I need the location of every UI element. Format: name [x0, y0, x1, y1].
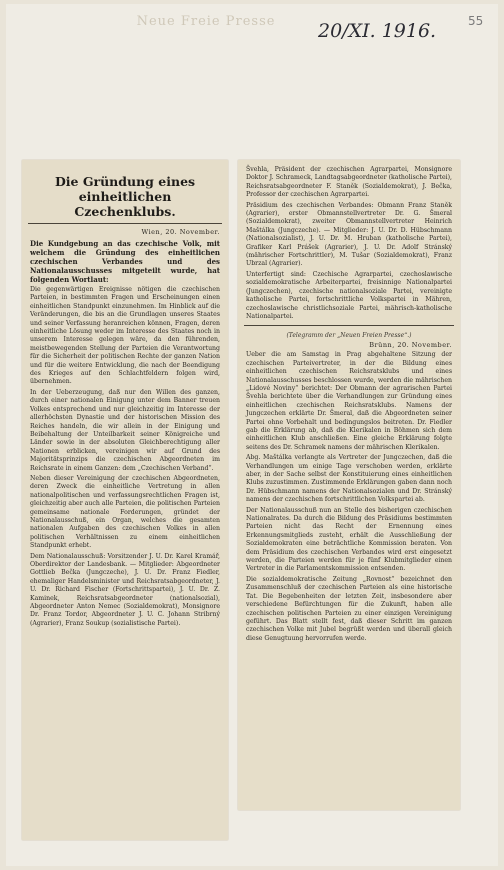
article-paragraph: Die gegenwärtigen Ereignisse nötigen die czechischen Parteien, in bestimmten Fragen und Erscheinungen einen einheitlichen Standpunkt einzunehmen. Im Hinblick auf die Veränderungen, die bis an die Grundlagen unseres Staates und seiner Verfassung heranreichen können, Fragen, deren einheitliche Lösung weder im Interesse des Staates noch in unserem Interesse gelegen wäre, da den führenden, meistbewegenden Stellung der Parteien die Verantwortung für die Sicherheit der politischen Rechte der ganzen Nation und für die weitere Entwicklung, die nach der Beendigung des Krieges auf den Schlachtfeldern folgen wird, übernehmen. [30, 286, 220, 386]
section-rule [244, 325, 454, 326]
handwritten-date: 20/XI. 1916. [318, 20, 437, 42]
article-paragraph: Dem Nationalausschuß: Vorsitzender J. U. Dr. Karel Kramář, Oberdirektor der Landesbank. — Mitglieder: Abgeordneter Gottlieb Bečka (Jungczeche), J. U. Dr. Franz Fiedler, ehemaliger Handelsminister und Reichsratsabgeordneter, J. U. Dr. Richard Fischer (Fortschrittspartei), J. U. Dr. Z. Kaminek, Reichsratsabgeordneter (nationalsozial), Abgeordneter Anton Nemec (Sozialdemokrat), Monsignore Dr. Franz Tordor, Abgeordneter J. U. C. Johann Stribrný (Agrarier), Franz Soukup (sozialistische Partei). [30, 552, 220, 627]
article-paragraph: Abg. Maštálka verlangte als Vertreter der Jungczechen, daß die Verhandlungen um einige Tage verschoben werden, erklärte aber, in der Sache selbst der Konstituierung eines einheitlichen Klubs zuzustimmen. Zustimmende Erklärungen gaben dann noch Dr. Hübschmann namens der Nationalsozialen und Dr. Stránský namens der czechischen fortschrittlichen Volkspartei ab. [246, 454, 452, 504]
article-paragraph: Präsidium des czechischen Verbandes: Obmann Franz Staněk (Agrarier), erster Obmannstellvertreter Dr. G. Šmeral (Sozialdemokrat), zweiter Obmannstellvertreter Heinrich Maštálka (Jungczeche). — Mitglieder: J. U. Dr. D. Hübschmann (Nationalsozialist), J. U. Dr. M. Hruban (katholische Partei), Grafiker Karl Prášek (Agrarier), J. U. Dr. Adolf Stránský (mährischer Fortschrittler), M. Tušar (Sozialdemokrat), Franz Ubrzal (Agrarier). [246, 201, 452, 268]
article-paragraph: Unterfertigt sind: Czechische Agrarpartei, czechoslawische sozialdemokratische Arbeiterpartei, freisinnige Nationalpartei (Jungczechen), czechische nationalsoziale Partei, vereinigte katholische Partei, fortschrittliche Volkspartei in Mähren, czechoslawische christlichsoziale Partei, mährisch-katholische Nationalpartei. [246, 270, 452, 320]
article-paragraph: Der Nationalausschuß nun an Stelle des bisherigen czechischen Nationalrates. Da durch die Bildung des Präsidiums bestimmten Parteien nicht das Recht der Ernennung eines Erkennungsmitglieds zusteht, erhält die Ausschließung der Sozialdemokraten eine beträchtliche Kommission beraten. Von dem Präsidium des czechischen Verbandes wird erst eingesetzt werden, die Parteien werden für je fünf Klubmitglieder einen Vertreter in die Parlamentskommission entsenden. [246, 506, 452, 573]
left-dateline: Wien, 20. November. [141, 228, 220, 236]
telegram-credit: (Telegramm der „Neuen Freien Presse“.) [286, 332, 412, 340]
article-paragraph: Die sozialdemokratische Zeitung „Rovnost“ bezeichnet den Zusammenschluß der czechischen Parteien als eine historische Tat. Die Begebenheiten der letzten Zeit, insbesondere aber verschiedene Befürchtungen für die Zukunft, haben alle czechischen politischen Parteien zu einer einzigen Vereinigung geführt. Das Blatt stellt fest, daß dieser Schritt im ganzen czechischen Volke mit Jubel begrüßt werden und überall gleich diese Genugtuung hervorrufen werde. [246, 575, 452, 642]
article-paragraph: Neben dieser Vereinigung der czechischen Abgeordneten, deren Zweck die einheitliche Vertretung in allen nationalpolitischen und verfassungsrechtlichen Fragen ist, gleichzeitig aber auch alle Parteien, die politischen Parteien gemeinsame nationale Forderungen, gründet der Nationalausschuß, ein Organ, welches die gesamten nationalen Aufgaben des czechischen Volkes in allen politischen Verhältnissen zu einem einheitlichen Standpunkt erhebt. [30, 474, 220, 550]
right-dateline: Brünn, 20. November. [369, 341, 452, 350]
left-newspaper-clipping [22, 160, 228, 840]
article-headline: Die Gründung eines einheitlichen Czechenklubs. [54, 174, 196, 219]
article-lead: Die Kundgebung an das czechische Volk, mit welchem die Gründung des einheitlichen czechischen Verbandes und des Nationalausschusses mitgeteilt wurde, hat folgenden Wortlaut: [30, 239, 220, 284]
article-paragraph: Švehla, Präsident der czechischen Agrarpartei, Monsignore Doktor J. Schrameck, Landtagsabgeordneter (katholische Partei), Reichsratsabgeordneter F. Staněk (Sozialdemokrat), J. Bečka, Professor der czechischen Agrarpartei. [246, 166, 452, 199]
article-paragraph: Ueber die am Samstag in Prag abgehaltene Sitzung der czechischen Parteivertreter, in der die Bildung eines einheitlichen czechischen Reichsratsklubs und eines Nationalausschusses beschlossen wurde, werden die mährischen „Lidové Noviny“ berichtet: Der Obmann der agrarischen Partei Švehla berichtete über die Verhandlungen zur Gründung eines einheitlichen czechischen Reichsratsklubs. Namens der Jungczechen erklärte Dr. Šmeral, daß die Abgeordneten seiner Partei ohne Vorbehalt und bedingungslos beitreten. Dr. Fiedler gab die Erklärung ab, daß die Klerikalen in Böhmen sich dem einheitlichen Klub anschließen. Eine gleiche Erklärung folgte seitens des Dr. Schramek namens der mährischen Klerikalen. [246, 351, 452, 451]
headline-rule [28, 223, 222, 224]
right-newspaper-clipping [238, 160, 460, 810]
page-number: 55 [468, 14, 484, 28]
faint-masthead: Neue Freie Presse [136, 14, 276, 29]
article-paragraph: In der Ueberzeugung, daß nur den Willen des ganzen, durch einer nationalen Einigung unter dem Banner treuen Volkes entsprechend und nur gleichzeitig im Interesse der allerhöchsten Dynastie und der historischen Mission des Reiches handeln, die wir allein in der Einigung und Beibehaltung der Unteilbarkeit seiner Königreiche und Länder sowie in der absoluten Gleichberechtigung aller Nationen erblicken, vereinigen wir auf Grund des Majoritätsprinzips die czechischen Abgeordneten im Reichsrate in einem Ganzen: dem „Czechischen Verband“. [30, 388, 220, 472]
